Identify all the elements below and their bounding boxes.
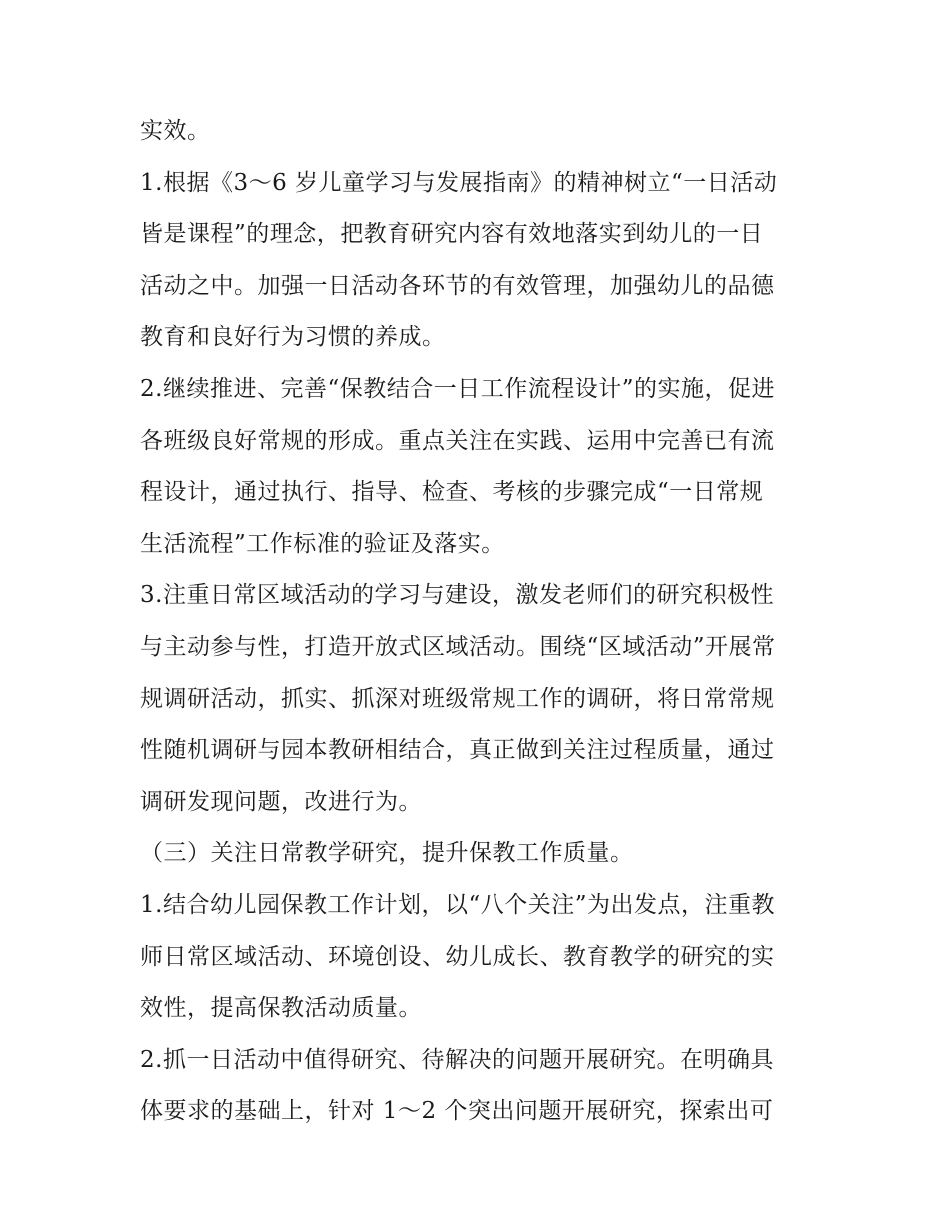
text-line: 实效。 [140, 118, 211, 144]
text-line: 2.继续推进、完善“保教结合一日工作流程设计”的实施，促进 [140, 375, 775, 402]
text-line: 生活流程”工作标准的验证及落实。 [140, 530, 505, 557]
text-line: 教育和良好行为习惯的养成。 [140, 324, 446, 351]
text-line: 程设计，通过执行、指导、检查、考核的步骤完成“一日常规 [140, 479, 764, 506]
text-line: 各班级良好常规的形成。重点关注在实践、运用中完善已有流 [140, 427, 775, 454]
document-body [140, 106, 820, 1138]
text-line: 性随机调研与园本教研相结合，真正做到关注过程质量，通过 [140, 737, 775, 764]
text-line: 2.抓一日活动中值得研究、待解决的问题开展研究。在明确具 [140, 1046, 774, 1073]
text-line: 与主动参与性，打造开放式区域活动。围绕“区域活动”开展常 [140, 633, 776, 660]
text-line: 调研发现问题，改进行为。 [140, 788, 422, 815]
section-heading: （三）关注日常教学研究，提升保教工作质量。 [140, 840, 634, 867]
text-line: 体要求的基础上，针对 1～2 个突出问题开展研究，探索出可 [140, 1098, 774, 1125]
text-line: 皆是课程”的理念，把教育研究内容有效地落实到幼儿的一日 [140, 221, 764, 248]
text-line: 3.注重日常区域活动的学习与建设，激发老师们的研究积极性 [140, 582, 774, 609]
text-line: 1.根据《3～6 岁儿童学习与发展指南》的精神树立“一日活动 [140, 169, 778, 196]
text-line: 师日常区域活动、环境创设、幼儿成长、教育教学的研究的实 [140, 943, 775, 970]
text-line: 效性，提高保教活动质量。 [140, 995, 422, 1022]
text-line: 活动之中。加强一日活动各环节的有效管理，加强幼儿的品德 [140, 272, 775, 299]
text-line: 规调研活动，抓实、抓深对班级常规工作的调研，将日常常规 [140, 685, 775, 712]
text-line: 1.结合幼儿园保教工作计划，以“八个关注”为出发点，注重教 [140, 891, 775, 918]
